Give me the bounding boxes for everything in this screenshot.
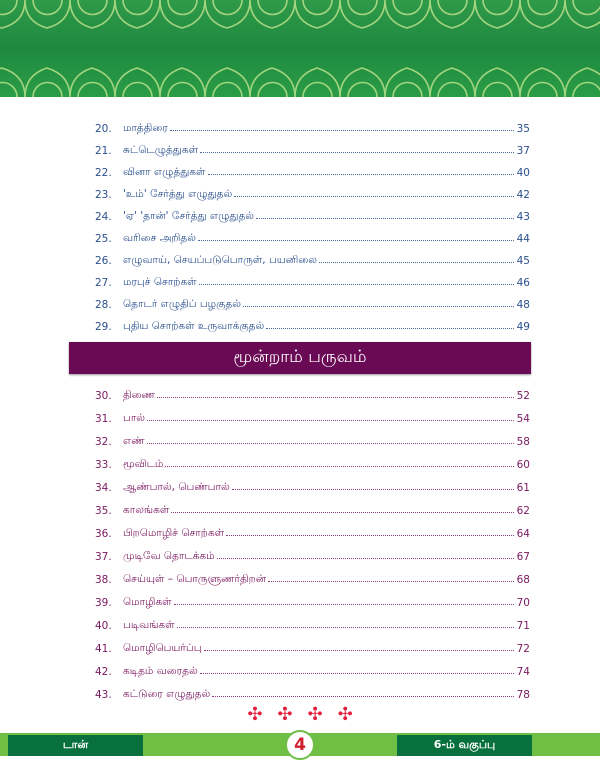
toc-entry[interactable] [95, 225, 530, 245]
entry-number: 33. [95, 459, 112, 471]
entry-page: 37 [516, 145, 530, 157]
dot-leader [200, 673, 514, 674]
entry-page: 54 [516, 413, 530, 425]
dot-leader [208, 174, 515, 175]
page-number: 4 [285, 730, 315, 760]
entry-title: எண் [123, 435, 145, 447]
entry-title: செய்யுள் – பொருளுணர்திறன் [123, 573, 266, 585]
flower-ornament-icon: ✣ [247, 704, 263, 725]
dot-leader [147, 443, 514, 444]
dot-leader [198, 240, 514, 241]
dot-leader [234, 196, 514, 197]
dot-leader [200, 152, 514, 153]
flower-ornament-icon: ✣ [337, 704, 353, 725]
entry-title: ஆண்பால், பெண்பால் [123, 481, 230, 493]
toc-entry[interactable] [95, 159, 530, 179]
toc-entry[interactable] [95, 658, 530, 678]
entry-page: 74 [516, 666, 530, 678]
entry-page: 48 [516, 299, 530, 311]
toc-entry[interactable] [95, 313, 530, 333]
entry-number: 37. [95, 551, 112, 563]
entry-title: தொடர் எழுதிப் பழகுதல் [123, 298, 241, 310]
dot-leader [147, 420, 514, 421]
entry-number: 41. [95, 643, 112, 655]
entry-page: 70 [516, 597, 530, 609]
entry-number: 30. [95, 390, 112, 402]
dot-leader [199, 284, 514, 285]
entry-title: சுட்டெழுத்துகள் [123, 144, 199, 156]
term-banner: மூன்றாம் பருவம் [69, 342, 531, 374]
entry-number: 32. [95, 436, 112, 448]
dot-leader [204, 650, 514, 651]
flower-ornament-icon: ✣ [307, 704, 323, 725]
dot-leader [174, 604, 514, 605]
dot-leader [212, 696, 514, 697]
flower-ornament-icon: ✣ [277, 704, 293, 725]
entry-number: 39. [95, 597, 112, 609]
entry-page: 58 [516, 436, 530, 448]
entry-title: 'உம்' சேர்த்து எழுதுதல் [123, 188, 233, 200]
entry-title: படிவங்கள் [123, 619, 175, 631]
entry-number: 38. [95, 574, 112, 586]
entry-number: 23. [95, 189, 112, 201]
entry-title: காலங்கள் [123, 504, 170, 516]
dot-leader [232, 489, 514, 490]
entry-page: 35 [516, 123, 530, 135]
toc-entry[interactable] [95, 451, 530, 471]
entry-page: 61 [516, 482, 530, 494]
dot-leader [266, 328, 514, 329]
entry-number: 24. [95, 211, 112, 223]
entry-number: 31. [95, 413, 112, 425]
toc-entry[interactable] [95, 428, 530, 448]
toc-entry[interactable] [95, 681, 530, 701]
entry-title: கடிதம் வரைதல் [123, 665, 198, 677]
entry-title: வரிசை அறிதல் [123, 232, 196, 244]
toc-entry[interactable] [95, 115, 530, 135]
entry-title: புதிய சொற்கள் உருவாக்குதல் [123, 320, 265, 332]
entry-page: 68 [516, 574, 530, 586]
entry-page: 62 [516, 505, 530, 517]
footer-class-label: 6-ம் வகுப்பு [397, 735, 532, 756]
entry-number: 40. [95, 620, 112, 632]
entry-number: 34. [95, 482, 112, 494]
toc-entry[interactable] [95, 612, 530, 632]
entry-number: 28. [95, 299, 112, 311]
entry-page: 40 [516, 167, 530, 179]
entry-title: மாத்திரை [123, 122, 168, 134]
toc-entry[interactable] [95, 589, 530, 609]
entry-page: 49 [516, 321, 530, 333]
entry-title: கட்டுரை எழுதுதல் [123, 688, 211, 700]
toc-entry[interactable] [95, 382, 530, 402]
entry-title: மரபுச் சொற்கள் [123, 276, 197, 288]
entry-number: 27. [95, 277, 112, 289]
toc-entry[interactable] [95, 520, 530, 540]
toc-entry[interactable] [95, 635, 530, 655]
entry-number: 20. [95, 123, 112, 135]
entry-page: 64 [516, 528, 530, 540]
entry-title: பிறமொழிச் சொற்கள் [123, 527, 225, 539]
entry-page: 78 [516, 689, 530, 701]
toc-entry[interactable] [95, 247, 530, 267]
dot-leader [170, 130, 514, 131]
toc-entry[interactable] [95, 269, 530, 289]
decorative-header [0, 0, 600, 97]
entry-page: 44 [516, 233, 530, 245]
dot-leader [171, 512, 514, 513]
entry-number: 22. [95, 167, 112, 179]
entry-page: 67 [516, 551, 530, 563]
ornament-divider [0, 704, 600, 725]
dot-leader [268, 581, 514, 582]
dot-leader [256, 218, 514, 219]
entry-title: முடிவே தொடக்கம் [123, 550, 215, 562]
entry-title: மொழிபெயர்ப்பு [123, 642, 202, 654]
dot-leader [165, 466, 514, 467]
toc-entry[interactable] [95, 203, 530, 223]
entry-number: 26. [95, 255, 112, 267]
dot-leader [243, 306, 514, 307]
entry-number: 35. [95, 505, 112, 517]
toc-entry[interactable] [95, 497, 530, 517]
entry-page: 52 [516, 390, 530, 402]
entry-number: 36. [95, 528, 112, 540]
entry-number: 29. [95, 321, 112, 333]
entry-page: 42 [516, 189, 530, 201]
entry-title: திணை [123, 389, 155, 401]
dot-leader [319, 262, 514, 263]
entry-title: வினா எழுத்துகள் [123, 166, 206, 178]
entry-title: எழுவாய், செயப்படுபொருள், பயனிலை [123, 254, 317, 266]
footer-publisher: டான் [8, 735, 143, 756]
entry-title: மொழிகள் [123, 596, 172, 608]
entry-page: 72 [516, 643, 530, 655]
dot-leader [226, 535, 514, 536]
toc-entry[interactable] [95, 474, 530, 494]
toc-entry[interactable] [95, 405, 530, 425]
dot-leader [177, 627, 514, 628]
entry-title: 'ஏ' 'தான்' சேர்த்து எழுதுதல் [123, 210, 255, 222]
entry-title: பால் [123, 412, 146, 424]
toc-entry[interactable] [95, 181, 530, 201]
dot-leader [157, 397, 514, 398]
entry-title: மூவிடம் [123, 458, 164, 470]
entry-number: 42. [95, 666, 112, 678]
toc-entry[interactable] [95, 137, 530, 157]
entry-number: 43. [95, 689, 112, 701]
entry-number: 25. [95, 233, 112, 245]
toc-entry[interactable] [95, 566, 530, 586]
entry-page: 60 [516, 459, 530, 471]
entry-page: 43 [516, 211, 530, 223]
entry-number: 21. [95, 145, 112, 157]
entry-page: 45 [516, 255, 530, 267]
toc-entry[interactable] [95, 543, 530, 563]
dot-leader [217, 558, 514, 559]
arch-pattern-icon [0, 0, 600, 97]
entry-page: 71 [516, 620, 530, 632]
toc-entry[interactable] [95, 291, 530, 311]
entry-page: 46 [516, 277, 530, 289]
